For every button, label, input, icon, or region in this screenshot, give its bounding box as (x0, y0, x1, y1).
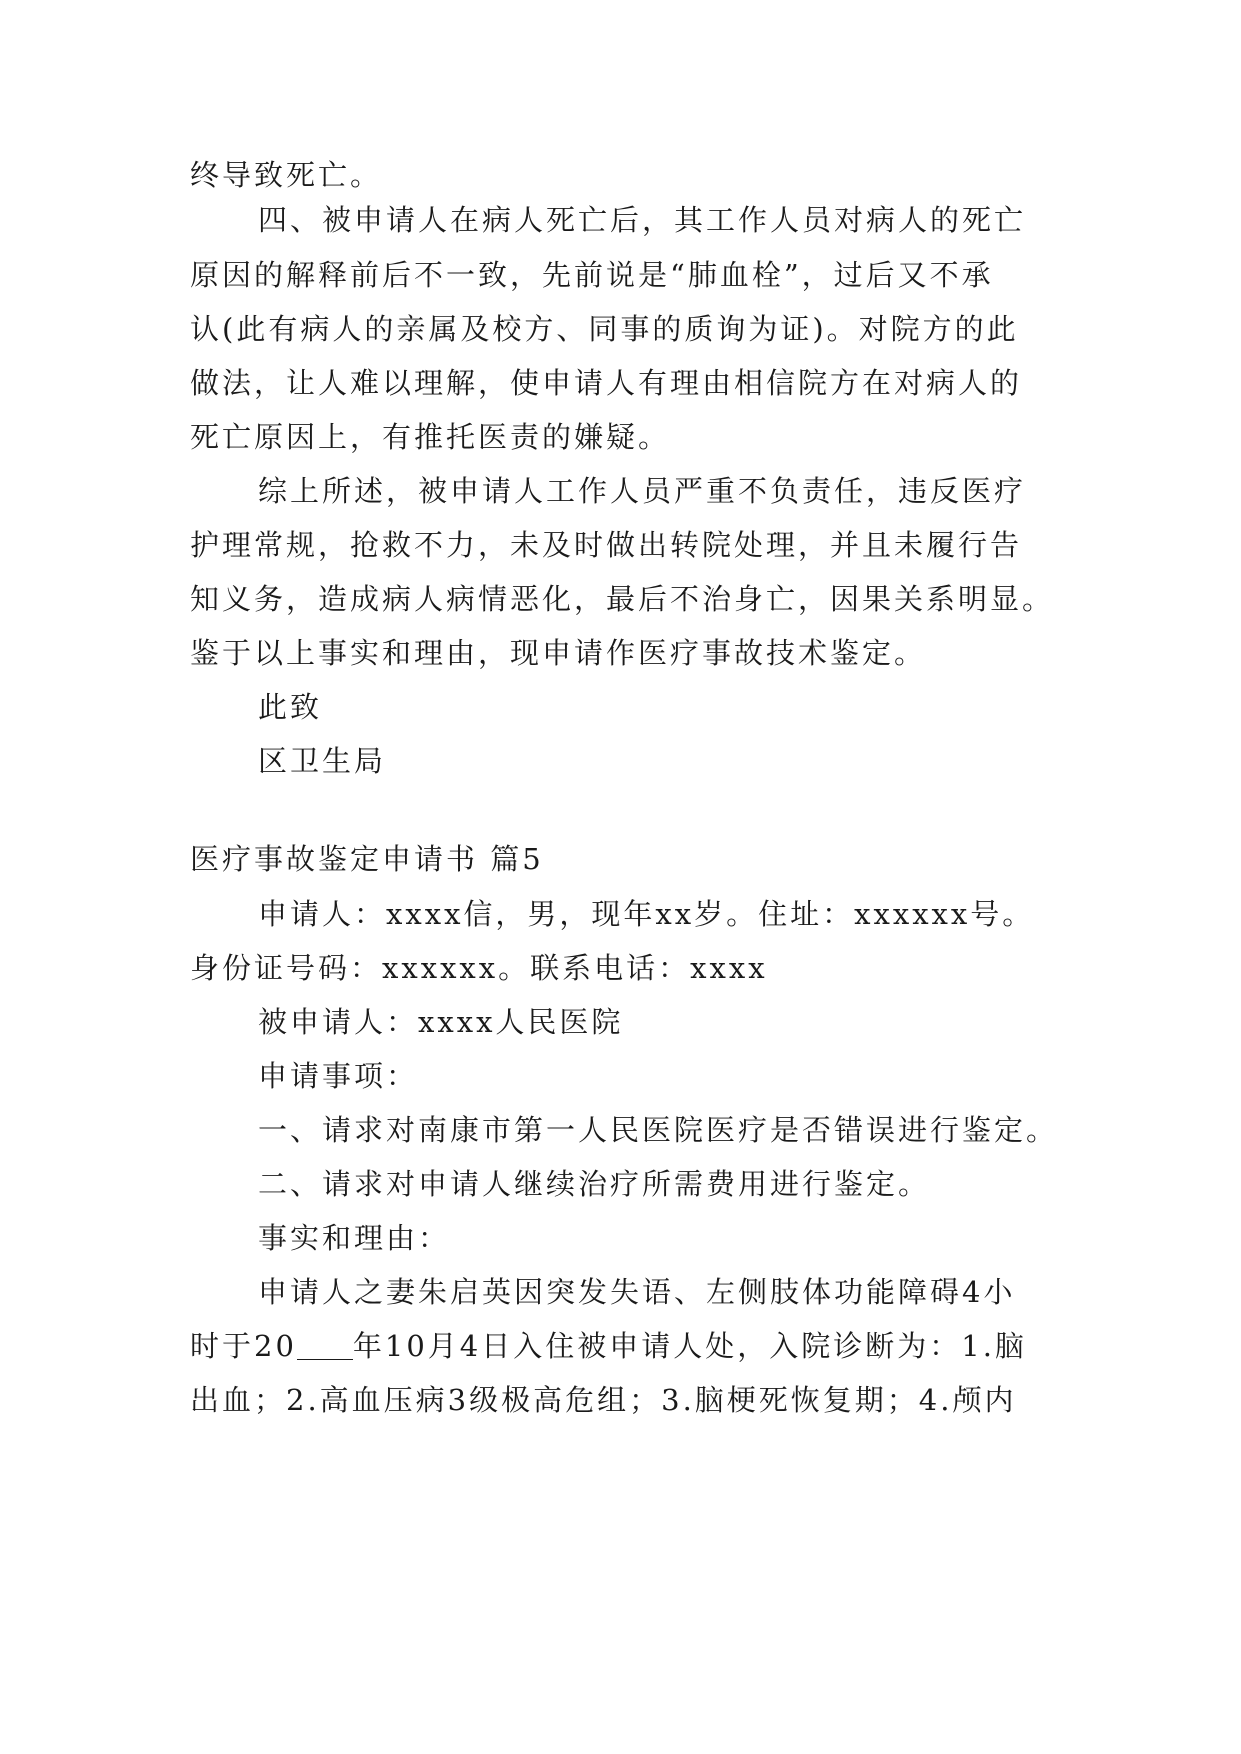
recipient-line: 区卫生局 (258, 744, 387, 778)
paragraph-line: 综上所述，被申请人工作人员严重不负责任，违反医疗 (258, 474, 1027, 508)
blank-underline (297, 1329, 353, 1360)
section-title: 医疗事故鉴定申请书 篇5 (190, 842, 544, 876)
paragraph-line: 事实和理由： (258, 1221, 451, 1255)
paragraph-line: 身份证号码：xxxxxx。联系电话：xxxx (190, 951, 768, 985)
paragraph-line: 死亡原因上，有推托医责的嫌疑。 (190, 420, 671, 454)
paragraph-line: 做法，让人难以理解，使申请人有理由相信院方在对病人的 (190, 366, 1023, 400)
paragraph-line: 申请人之妻朱启英因突发失语、左侧肢体功能障碍4小 (258, 1275, 1016, 1309)
paragraph-line: 被申请人：xxxx人民医院 (258, 1005, 624, 1039)
paragraph-line: 四、被申请人在病人死亡后，其工作人员对病人的死亡 (258, 203, 1027, 237)
paragraph-line (190, 1317, 1027, 1375)
line-text-end: 年10月4日入住被申请人处，入院诊断为：1.脑 (352, 1329, 1027, 1363)
line-text-start: 时于20 (190, 1329, 297, 1363)
paragraph-line: 二、请求对申请人继续治疗所需费用进行鉴定。 (258, 1167, 931, 1201)
paragraph-line: 一、请求对南康市第一人民医院医疗是否错误进行鉴定。 (258, 1113, 1059, 1147)
paragraph-line: 知义务，造成病人病情恶化，最后不治身亡，因果关系明显。 (190, 582, 1055, 616)
paragraph-line: 申请事项： (258, 1059, 419, 1093)
paragraph-line: 鉴于以上事实和理由，现申请作医疗事故技术鉴定。 (190, 636, 927, 670)
paragraph-line: 出血；2.高血压病3级极高危组；3.脑梗死恢复期；4.颅内 (190, 1383, 1017, 1417)
paragraph-line: 认(此有病人的亲属及校方、同事的质询为证)。对院方的此 (190, 312, 1019, 346)
paragraph-line: 终导致死亡。 (190, 158, 383, 192)
paragraph-line: 申请人：xxxx信，男，现年xx岁。住址：xxxxxx号。 (258, 897, 1035, 931)
paragraph-line: 原因的解释前后不一致，先前说是“肺血栓”，过后又不承 (190, 258, 994, 292)
closing-line: 此致 (258, 690, 323, 724)
paragraph-line: 护理常规，抢救不力，未及时做出转院处理，并且未履行告 (190, 528, 1023, 562)
